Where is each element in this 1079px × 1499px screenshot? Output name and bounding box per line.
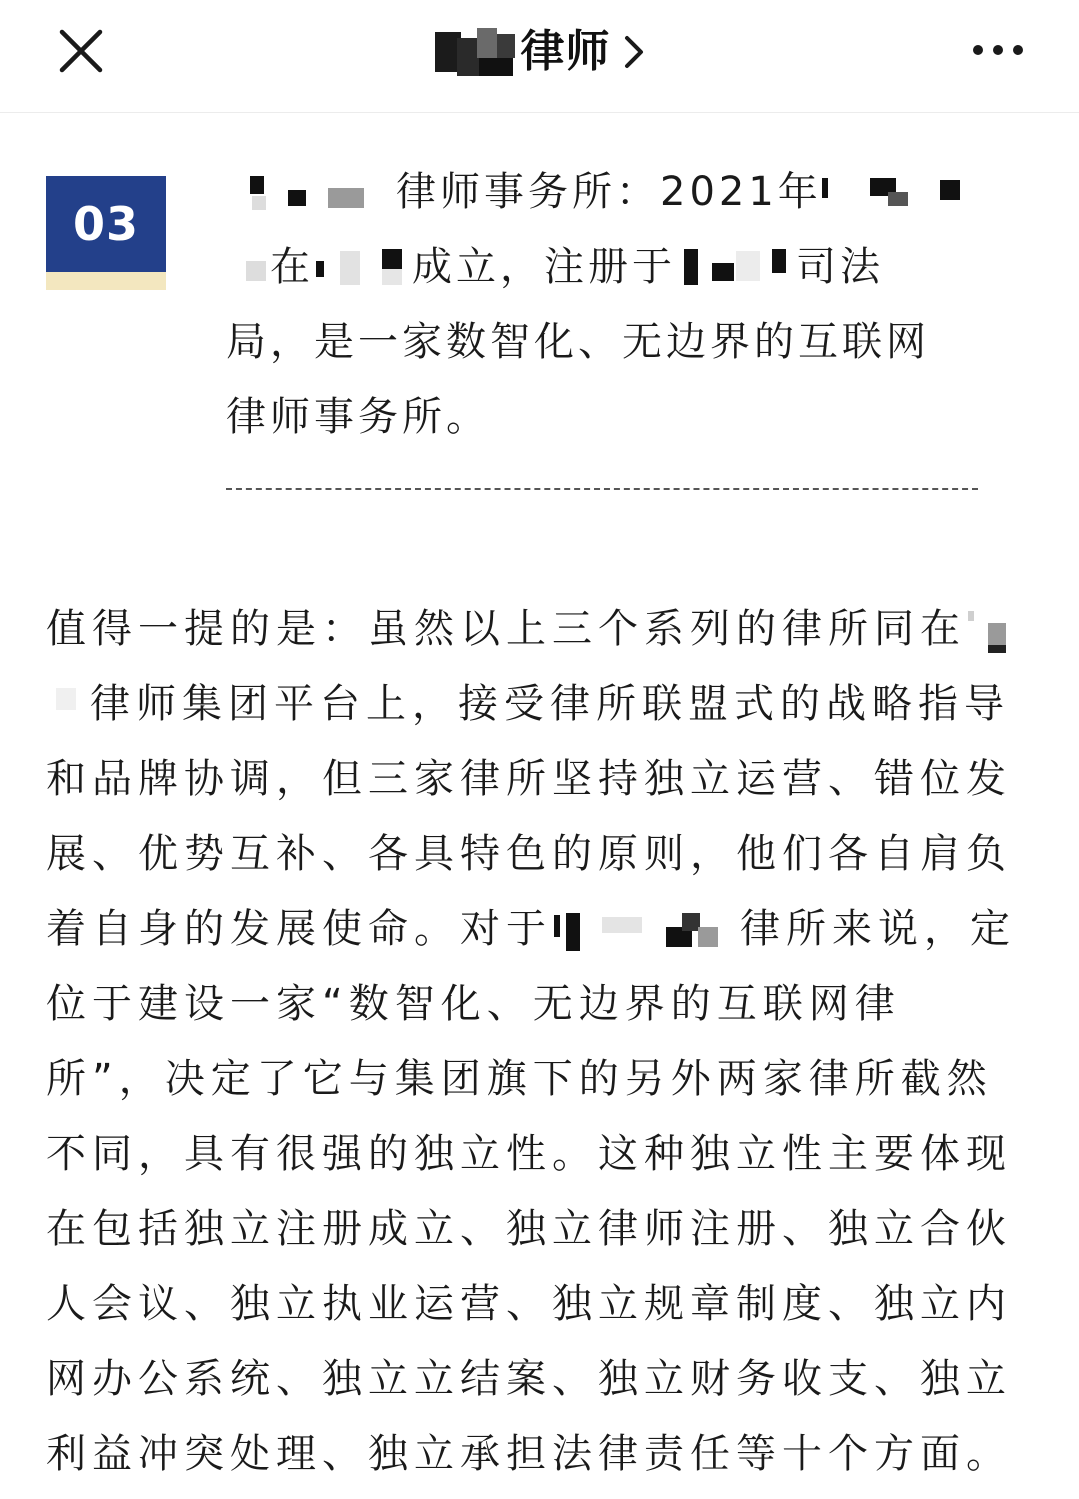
redacted-mosaic [552, 909, 740, 953]
section-line-2: 在 成立，注册于 司法 [226, 230, 986, 305]
section-line-3: 局，是一家数智化、无边界的互联网 [226, 319, 930, 365]
top-navigation-bar [0, 0, 1079, 113]
section-line-4: 律师事务所。 [226, 394, 490, 440]
redacted-mosaic [226, 172, 396, 216]
nav-title: 律师 [520, 26, 611, 77]
redacted-mosaic [46, 684, 90, 728]
redacted-mosaic [314, 247, 412, 291]
chevron-right-icon [623, 32, 645, 72]
section-number-accent-bar [46, 272, 166, 290]
paragraph-line: 展、优势互补、各具特色的原则，他们各自肩负 [46, 831, 1012, 877]
paragraph-line: 律师集团平台上，接受律所联盟式的战略指导 [46, 667, 1036, 742]
section-number-badge: 03 [46, 176, 166, 272]
paragraph-line: 不同，具有很强的独立性。这种独立性主要体现 [46, 1131, 1012, 1177]
more-horizontal-icon[interactable] [966, 30, 1030, 70]
redacted-name-mosaic [435, 24, 517, 80]
paragraph-line: 值得一提的是：虽然以上三个系列的律所同在 [46, 592, 1036, 667]
redacted-mosaic [226, 247, 270, 291]
redacted-mosaic [822, 172, 972, 216]
paragraph-line: 在包括独立注册成立、独立律师注册、独立合伙 [46, 1206, 1012, 1252]
redacted-mosaic [676, 247, 796, 291]
paragraph-line: 网办公系统、独立立结案、独立财务收支、独立 [46, 1356, 1012, 1402]
section-line-1: 律师事务所：2021年 [226, 155, 986, 230]
paragraph-line: 所”，决定了它与集团旗下的另外两家律所截然 [46, 1056, 993, 1102]
paragraph-line: 人会议、独立执业运营、独立规章制度、独立内 [46, 1281, 1012, 1327]
section-description [226, 155, 986, 455]
redacted-mosaic [966, 609, 1014, 653]
paragraph-line: 着自身的发展使命。对于 律所来说，定 [46, 906, 1016, 952]
paragraph-line: 位于建设一家“数智化、无边界的互联网律 [46, 981, 901, 1027]
article-paragraph [46, 592, 1036, 1492]
paragraph-line: 利益冲突处理、独立承担法律责任等十个方面。 [46, 1431, 1012, 1477]
dashed-divider [226, 488, 978, 490]
paragraph-line: 和品牌协调，但三家律所坚持独立运营、错位发 [46, 756, 1012, 802]
account-name-link[interactable] [0, 22, 1079, 82]
